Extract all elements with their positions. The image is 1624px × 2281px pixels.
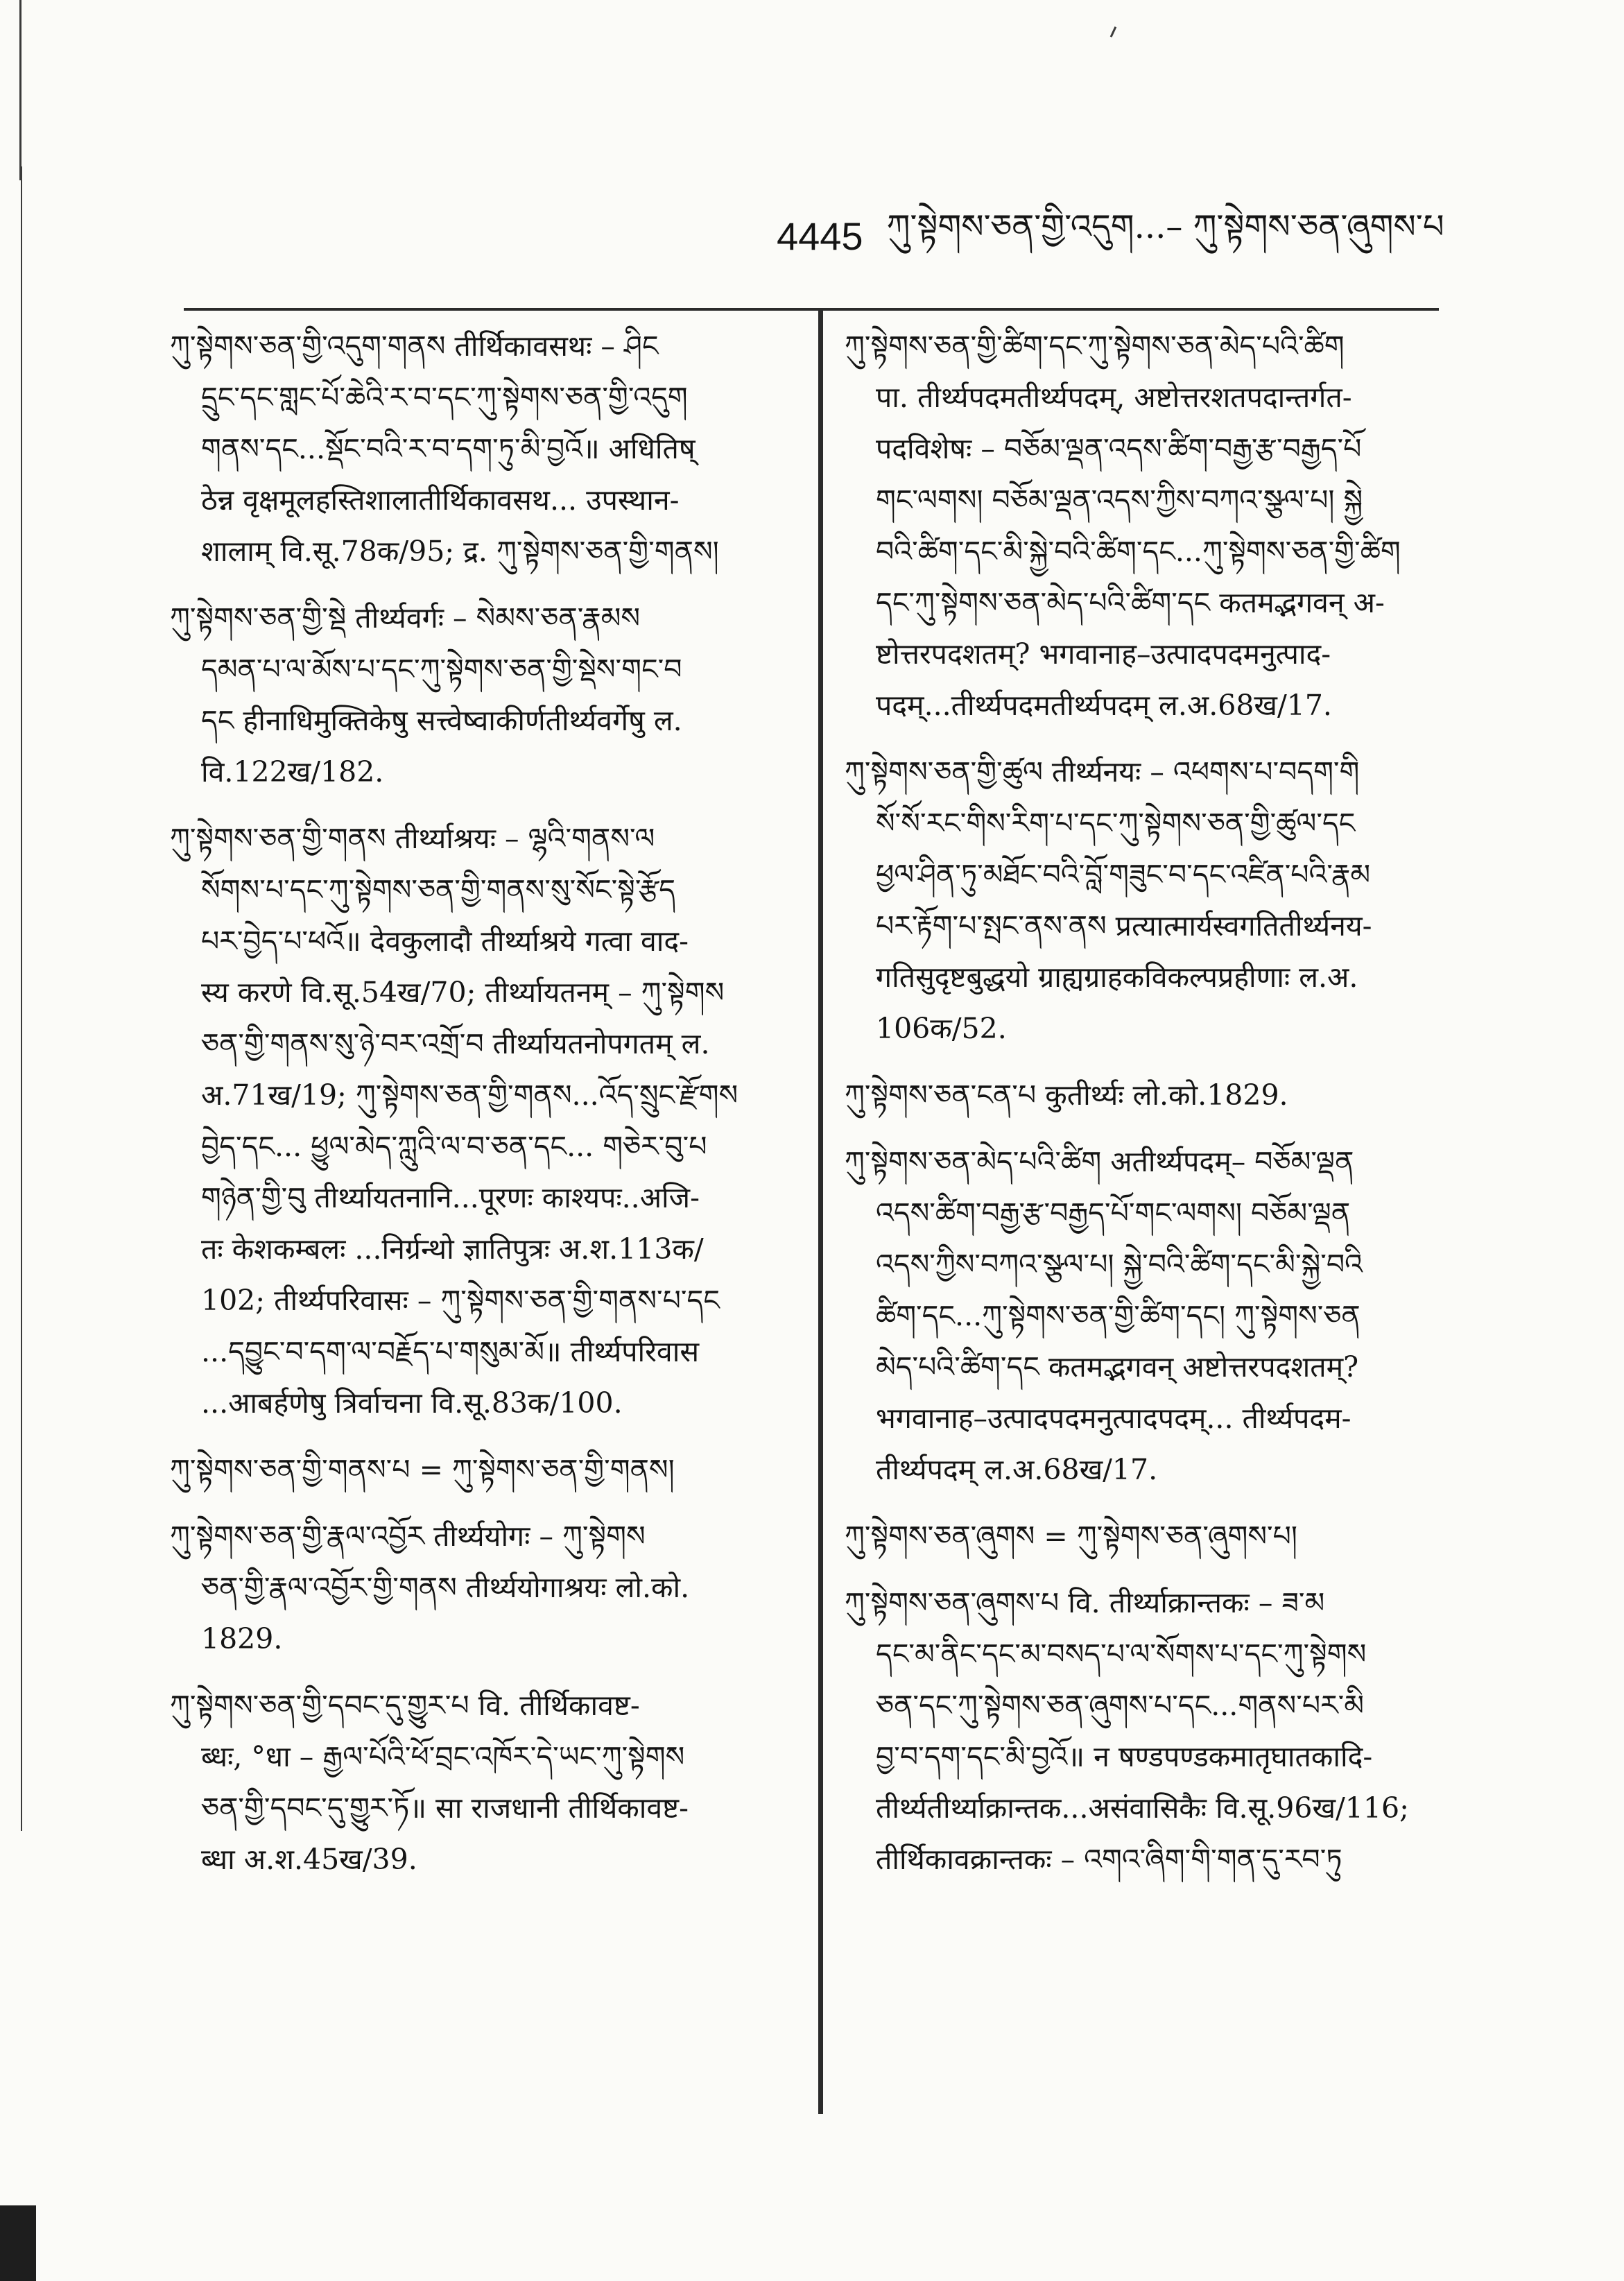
dictionary-entry bbox=[845, 746, 1469, 1054]
margin-line bbox=[19, 0, 21, 180]
entry-text-line: དང हीनाधिमुक्तिकेषु सत्त्वेष्वाकीर्णतीर्थ्यवर्गेषु ल. bbox=[201, 704, 682, 737]
entry-text-line: འདས་ཀྱིས་བཀའ་སྩལ་པ། སྐྱེ་བའི་ཚིག་དང་མི་སྐྱེ་བའི bbox=[876, 1248, 1363, 1281]
entry-headword-line: ཀུ་སྟེགས་ཅན་གྱི་གནས तीर्थ्याश्रयः – ལྷའི་གནས་ལ bbox=[170, 822, 655, 855]
entry-text-line: भगवानाह–उत्पादपदमनुत्पादपदम्... तीर्थ्यपदम- bbox=[876, 1402, 1351, 1435]
entry-headword-line: ཀུ་སྟེགས་ཅན་མེད་པའི་ཚིག अतीर्थ्यपदम्– བཅོམ་ལྡན bbox=[845, 1145, 1354, 1178]
entry-headword-line: ཀུ་སྟེགས་ཅན་གྱི་ཚིག་དང་ཀུ་སྟེགས་ཅན་མེད་པའི་ཚིག bbox=[845, 329, 1345, 363]
entry-text-line: དྲུང་དང་གླང་པོ་ཆེའི་ར་བ་དང་ཀུ་སྟེགས་ཅན་གྱི་འདུག bbox=[201, 381, 688, 414]
entry-text-line: तीर्थिकावक्रान्तकः – འགའ་ཞིག་གི་གན་དུ་རབ་ཏུ bbox=[876, 1843, 1342, 1876]
entry-text-line: अ.71ख/19; ཀུ་སྟེགས་ཅན་གྱི་གནས...འོད་སྲུང་རྫོགས bbox=[201, 1078, 738, 1112]
entry-text-line: ठेन्न वृक्षमूलहस्तिशालातीर्थिकावसथ... उपस्थान- bbox=[201, 483, 680, 517]
header-rule bbox=[184, 308, 1439, 311]
entry-headword-line: ཀུ་སྟེགས་ཅན་ཞུགས་པ वि. तीर्थ्याक्रान्तकः – ཟ་མ bbox=[845, 1586, 1325, 1619]
entry-headword-line: ཀུ་སྟེགས་ཅན་གྱི་གནས་པ = ཀུ་སྟེགས་ཅན་གྱི་གནས། bbox=[170, 1453, 675, 1486]
entry-text-line: पदविशेषः – བཅོམ་ལྡན་འདས་ཚིག་བརྒྱ་རྩ་བརྒྱད་པོ bbox=[876, 432, 1362, 465]
entry-headword-line: ཀུ་སྟེགས་ཅན་གྱི་རྣལ་འབྱོར तीर्थ्ययोगः – ཀུ་སྟེགས bbox=[170, 1520, 646, 1553]
entry-text-line: ...आबर्हणेषु त्रिर्वाचना वि.सू.83क/100. bbox=[201, 1386, 623, 1420]
dictionary-entry bbox=[170, 592, 797, 798]
entry-text-line: शालाम् वि.सू.78क/95; द्र. ཀུ་སྟེགས་ཅན་གྱི་གནས། bbox=[201, 535, 719, 568]
entry-headword-line: ཀུ་སྟེགས་ཅན་ངན་པ कुतीर्थ्यः लो.को.1829. bbox=[845, 1078, 1288, 1112]
dictionary-entry bbox=[170, 813, 797, 1429]
stray-mark bbox=[1110, 26, 1116, 37]
dictionary-entry bbox=[845, 1136, 1469, 1495]
column-divider bbox=[818, 311, 823, 2114]
entry-text-line: स्य करणे वि.सू.54ख/70; तीर्थ्यायतनम् – ཀུ་སྟེགས bbox=[201, 976, 725, 1009]
entry-text-line: तः केशकम्बलः ...निर्ग्रन्थो ज्ञातिपुत्रः अ.श.113क/ bbox=[201, 1232, 704, 1266]
entry-text-line: 102; तीर्थ्यपरिवासः – ཀུ་སྟེགས་ཅན་གྱི་གནས་པ་དང bbox=[201, 1284, 720, 1317]
entry-text-line: ཅན་གྱི་གནས་སུ་ཉེ་བར་འགྲོ་བ तीर्थ्यायतनोपगतम् ल. bbox=[201, 1027, 710, 1060]
entry-text-line: འདས་ཚིག་བརྒྱ་རྩ་བརྒྱད་པོ་གང་ལགས། བཅོམ་ལྡན bbox=[876, 1196, 1351, 1230]
entry-text-line: མེད་པའི་ཚིག་དང कतमद्भगवन् अष्टोत्तरपदशतम्? bbox=[876, 1350, 1359, 1384]
entry-text-line: སོ་སོ་རང་གིས་རིག་པ་དང་ཀུ་སྟེགས་ཅན་གྱི་ཚུལ་དང bbox=[876, 807, 1356, 840]
dictionary-entry bbox=[170, 1444, 797, 1495]
entry-text-line: तीर्थ्यतीर्थ्याक्रान्तक...असंवासिकैः वि.सू.96ख/116; bbox=[876, 1791, 1409, 1825]
entry-headword-line: ཀུ་སྟེགས་ཅན་གྱི་འདུག་གནས तीर्थिकावसथः – ཤིང bbox=[170, 329, 659, 363]
page-number: 4445 bbox=[777, 214, 863, 258]
entry-text-line: དང་མ་ནིང་དང་མ་བསད་པ་ལ་སོགས་པ་དང་ཀུ་སྟེགས bbox=[876, 1637, 1367, 1671]
margin-line bbox=[21, 166, 22, 1831]
entry-text-line: དམན་པ་ལ་མོས་པ་དང་ཀུ་སྟེགས་ཅན་གྱི་སྡེས་གང་བ bbox=[201, 653, 682, 686]
entry-text-line: 106क/52. bbox=[876, 1012, 1007, 1045]
right-column bbox=[845, 320, 1469, 1900]
guide-words: ཀུ་སྟེགས་ཅན་གྱི་འདུག...– ཀུ་སྟེགས་ཅན་ཞུགས་པ bbox=[886, 207, 1444, 246]
entry-text-line: བའི་ཚིག་དང་མི་སྐྱེ་བའི་ཚིག་དང...ཀུ་སྟེགས་ཅན་གྱི་ཚིག bbox=[876, 535, 1401, 568]
entry-text-line: तीर्थ्यपदम् ल.अ.68ख/17. bbox=[876, 1453, 1158, 1486]
entry-text-line: ब्धा अ.श.45ख/39. bbox=[201, 1843, 417, 1876]
dictionary-entry bbox=[170, 1680, 797, 1885]
entry-headword-line: ཀུ་སྟེགས་ཅན་གྱི་ཚུལ तीर्थ्यनयः – འཕགས་པ་བདག་གི bbox=[845, 755, 1360, 789]
entry-text-line: བྱེད་དང... ཕྱུལ་མེད་ཀླུའི་ལ་བ་ཅན་དང... གཅེར་བུ་པ bbox=[201, 1130, 707, 1163]
entry-headword-line: ཀུ་སྟེགས་ཅན་ཞུགས = ཀུ་སྟེགས་ཅན་ཞུགས་པ། bbox=[845, 1520, 1297, 1553]
entry-headword-line: ཀུ་སྟེགས་ཅན་གྱི་དབང་དུ་གྱུར་པ वि. तीर्थिकावष्ट- bbox=[170, 1689, 640, 1722]
entry-text-line: पा. तीर्थ्यपदमतीर्थ्यपदम्, अष्टोत्तरशतपदान्तर्गत- bbox=[876, 381, 1352, 414]
entry-text-line: 1829. bbox=[201, 1622, 283, 1655]
entry-text-line: गतिसुदृष्टबुद्धयो ग्राह्यग्राहकविकल्पप्रहीणाः ल.अ. bbox=[876, 961, 1358, 994]
left-column bbox=[170, 320, 797, 1900]
dictionary-entry bbox=[845, 1577, 1469, 1885]
entry-text-line: ཚིག་དང...ཀུ་སྟེགས་ཅན་གྱི་ཚིག་དང། ཀུ་སྟེགས་ཅན bbox=[876, 1299, 1360, 1332]
entry-text-line: ཅན་དང་ཀུ་སྟེགས་ཅན་ཞུགས་པ་དང...གནས་པར་མི bbox=[876, 1689, 1365, 1722]
dictionary-entry bbox=[170, 320, 797, 577]
entry-text-line: ष्टोत्तरपदशतम्? भगवानाह–उत्पादपदमनुत्पाद- bbox=[876, 637, 1331, 671]
entry-text-line: ...དབྱུང་བ་དག་ལ་བརྗོད་པ་གསུམ་མོ॥ तीर्थ्यपरिवास bbox=[201, 1335, 700, 1368]
entry-text-line: གནས་དང...སྡོང་བའི་ར་བ་དག་ཏུ་མི་བྱའོ॥ अधितिष् bbox=[201, 432, 696, 465]
entry-text-line: ཕྱལ་ཤིན་ཏུ་མཐོང་བའི་བློ་གཟུང་བ་དང་འཛིན་པའི་རྣམ bbox=[876, 858, 1371, 891]
entry-text-line: वि.122ख/182. bbox=[201, 755, 384, 789]
entry-headword-line: ཀུ་སྟེགས་ཅན་གྱི་སྡེ तीर्थ्यवर्गः – སེམས་ཅན་རྣམས bbox=[170, 601, 641, 635]
dictionary-entry bbox=[845, 1510, 1469, 1562]
entry-text-line: ཅན་གྱི་དབང་དུ་གྱུར་ཏོ॥ सा राजधानी तीर्थिकावष्ट- bbox=[201, 1791, 689, 1825]
entry-text-line: གང་ལགས། བཅོམ་ལྡན་འདས་ཀྱིས་བཀའ་སྩལ་པ། སྐྱེ bbox=[876, 483, 1363, 517]
entry-text-line: གཉེན་གྱི་བུ तीर्थ्यायतनानि...पूरणः काश्यपः..अजि- bbox=[201, 1181, 700, 1214]
entry-text-line: སོགས་པ་དང་ཀུ་སྟེགས་ཅན་གྱི་གནས་སུ་སོང་སྟེ་རྩོད bbox=[201, 873, 676, 906]
page-header bbox=[777, 208, 1470, 264]
entry-text-line: पदम्...तीर्थ्यपदमतीर्थ्यपदम् ल.अ.68ख/17. bbox=[876, 689, 1332, 722]
dictionary-entry bbox=[845, 320, 1469, 731]
dictionary-entry bbox=[845, 1069, 1469, 1121]
entry-text-line: ཅན་གྱི་རྣལ་འབྱོར་གྱི་གནས तीर्थ्ययोगाश्रयः लो.को. bbox=[201, 1571, 690, 1604]
entry-text-line: པར་རྟོག་པ་སྤང་ནས་ནས प्रत्यात्मार्यस्वगतितीर्थ्यनय- bbox=[876, 909, 1372, 942]
dictionary-entry bbox=[170, 1510, 797, 1664]
entry-text-line: བྱ་བ་དག་དང་མི་བྱའོ॥ न षण्डपण्डकमातृघातकादि- bbox=[876, 1740, 1373, 1773]
corner-mark bbox=[0, 2205, 36, 2281]
entry-text-line: དང་ཀུ་སྟེགས་ཅན་མེད་པའི་ཚིག་དང कतमद्भगवन् अ- bbox=[876, 586, 1385, 619]
entry-text-line: ब्धः, °धा – རྒྱལ་པོའི་ཕོ་བྲང་འཁོར་དེ་ཡང་ཀུ་སྟེགས bbox=[201, 1740, 685, 1773]
entry-text-line: པར་བྱེད་པ་ཕའོ॥ देवकुलादौ तीर्थ्याश्रये गत्वा वाद- bbox=[201, 924, 689, 958]
